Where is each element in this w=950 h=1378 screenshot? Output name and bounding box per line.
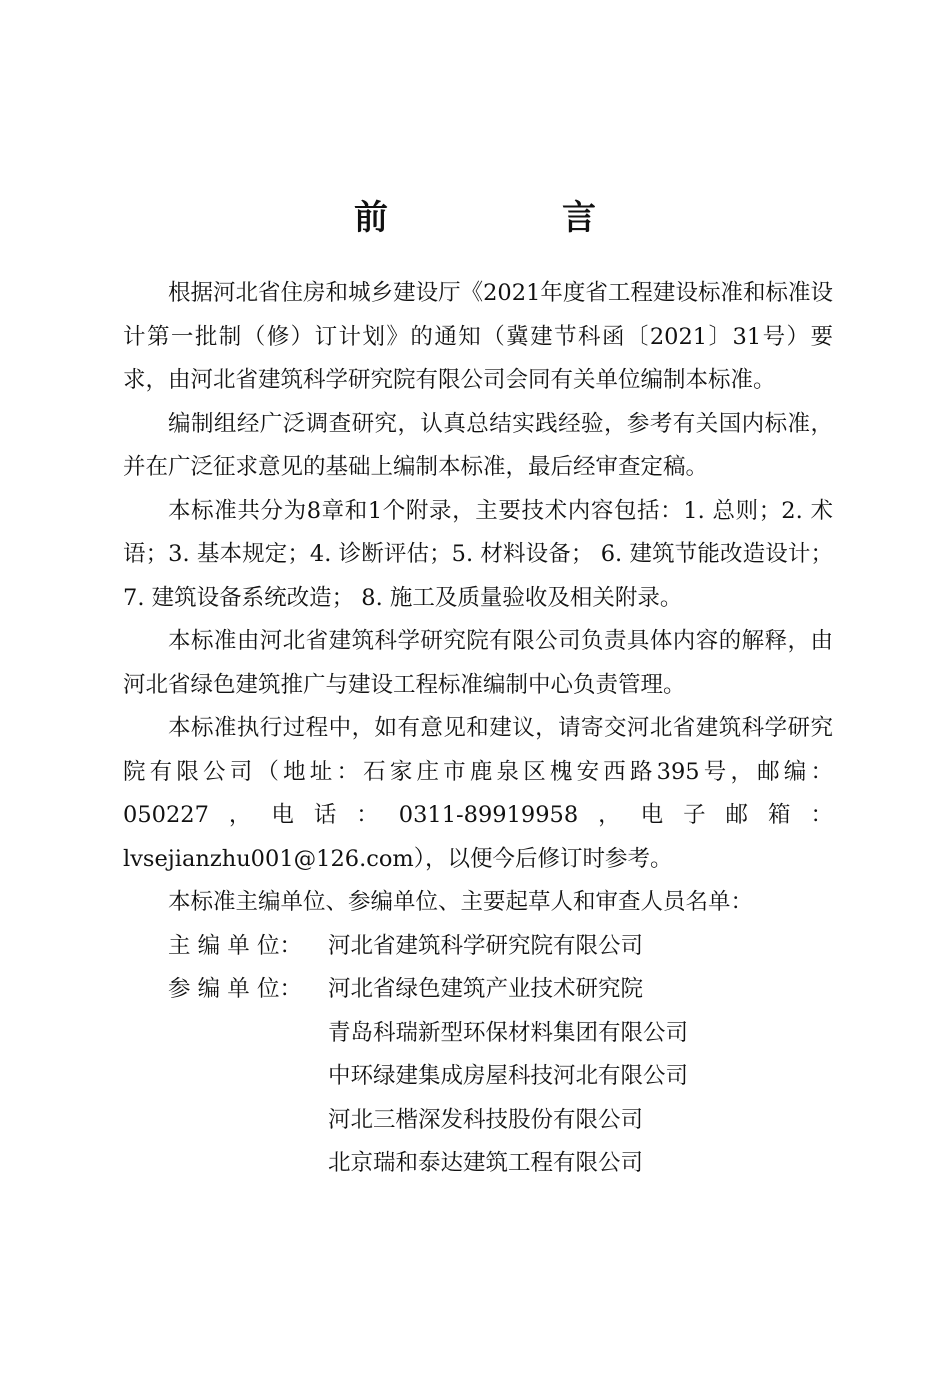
paragraph-interpretation: 本标准由河北省建筑科学研究院有限公司负责具体内容的解释，由河北省绿色建筑推广与建设工程标准编制中心负责管理。 <box>123 628 833 698</box>
paragraph-contents: 本标准共分为8章和1个附录，主要技术内容包括：1. 总则；2. 术语；3. 基本规定；4. 诊断评估；5. 材料设备； 6. 建筑节能改造设计； 7. 建筑设备系统改造； 8. 施工及质量验收及相关附录。 <box>123 497 833 611</box>
chief-editor-orgs <box>328 925 833 969</box>
co-editor-org: 青岛科瑞新型环保材料集团有限公司 <box>328 1019 689 1046</box>
paragraph-feedback: 本标准执行过程中，如有意见和建议，请寄交河北省建筑科学研究院有限公司（地址：石家庄市鹿泉区槐安西路395号，邮编：050227，电话：0311-89919958，电子邮箱：lvsejianzhu001@126.com），以便今后修订时参考。 <box>123 715 833 872</box>
paragraph-basis: 根据河北省住房和城乡建设厅《2021年度省工程建设标准和标准设计第一批制（修）订计划》的通知（冀建节科函〔2021〕31号）要求，由河北省建筑科学研究院有限公司会同有关单位编制本标准。 <box>123 280 833 393</box>
paragraph-research: 编制组经广泛调查研究，认真总结实践经验，参考有关国内标准，并在广泛征求意见的基础上编制本标准，最后经审查定稿。 <box>123 410 833 480</box>
co-editor-row <box>123 968 833 1186</box>
preface-body <box>123 272 833 1186</box>
chief-editor-org: 河北省建筑科学研究院有限公司 <box>328 932 644 959</box>
paragraph-list-intro: 本标准主编单位、参编单位、主要起草人和审查人员名单： <box>168 889 754 915</box>
page-title: 前 言 <box>354 198 666 238</box>
co-editor-label: 参 编 单 位： <box>168 976 302 1002</box>
editor-list <box>123 925 833 1186</box>
co-editor-org: 河北三楷深发科技股份有限公司 <box>328 1106 644 1133</box>
chief-editor-row <box>123 925 833 969</box>
co-editor-orgs <box>328 968 833 1186</box>
chief-editor-label: 主 编 单 位： <box>168 932 302 959</box>
co-editor-org: 河北省绿色建筑产业技术研究院 <box>328 976 644 1002</box>
co-editor-org: 北京瑞和泰达建筑工程有限公司 <box>328 1150 644 1176</box>
co-editor-org: 中环绿建集成房屋科技河北有限公司 <box>328 1063 689 1089</box>
